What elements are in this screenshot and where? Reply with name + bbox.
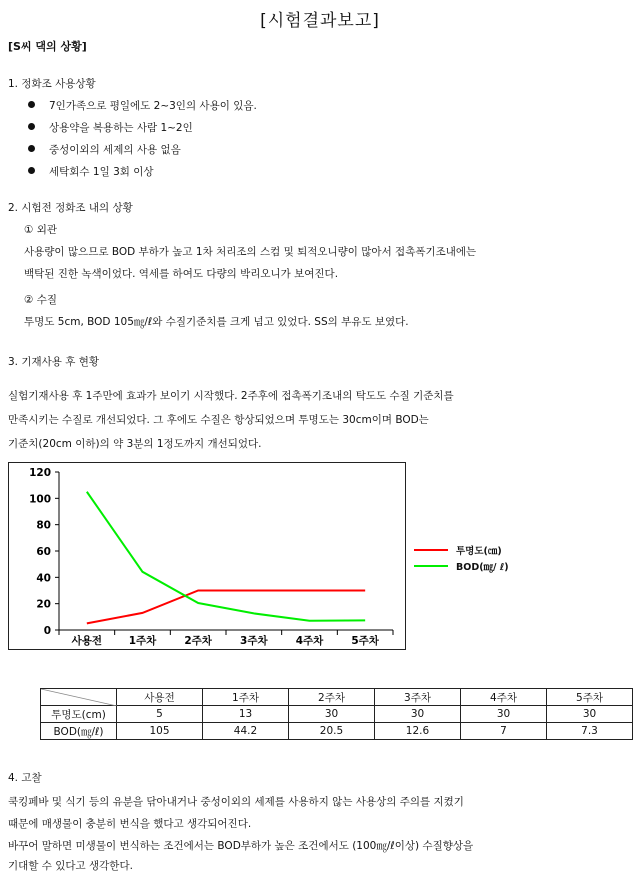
y-tick-label: 80 (36, 519, 51, 532)
bullet-dot-icon (28, 167, 35, 174)
bullet-dot-icon (28, 123, 35, 130)
legend-label: 투명도(㎝) (456, 546, 502, 557)
x-tick-label: 5주차 (351, 635, 379, 647)
bullet-dot-icon (28, 101, 35, 108)
appearance-text-line: 백탁된 진한 녹색이었다. 역세를 하여도 다량의 박리오니가 보여진다. (24, 268, 339, 280)
legend-swatch-icon (414, 565, 448, 567)
legend-item (414, 558, 509, 574)
x-tick-label: 2주차 (184, 635, 212, 647)
table-header-cell: 4주차 (461, 689, 547, 706)
section3-heading: 3. 기재사용 후 현황 (8, 356, 100, 368)
table-header-cell: 사용전 (117, 689, 203, 706)
table-header-cell: 5주차 (547, 689, 633, 706)
bullet-text: 7인가족으로 평일에도 2~3인의 사용이 있음. (49, 100, 257, 112)
section4-text-line: 기대할 수 있다고 생각한다. (8, 860, 133, 872)
legend-swatch-icon (414, 549, 448, 551)
x-tick-label: 1주차 (128, 635, 157, 647)
bullet-text: 세탁회수 1일 3회 이상 (49, 166, 154, 178)
table-cell: 105 (117, 723, 203, 740)
section2-heading: 2. 시험전 정화조 내의 상황 (8, 202, 133, 214)
data-table (40, 688, 633, 740)
y-tick-label: 0 (43, 625, 51, 637)
table-cell: 5 (117, 706, 203, 723)
appearance-label: ① 외관 (24, 224, 58, 236)
section1-heading: 1. 정화조 사용상황 (8, 78, 96, 90)
bullet-item (28, 164, 154, 179)
appearance-text-line: 사용량이 많으므로 BOD 부하가 높고 1차 처리조의 스컴 및 퇴적오니량이 많아서 접촉폭기조내에는 (24, 246, 477, 258)
table-cell: 30 (461, 706, 547, 723)
chart-plot-area (8, 462, 406, 650)
x-tick-label: 3주차 (240, 635, 268, 647)
section4-text-line: 때문에 매생물이 충분히 번식을 했다고 생각되어진다. (8, 818, 252, 830)
subtitle: [S씨 댁의 상황] (8, 40, 87, 53)
series-line-0 (87, 591, 365, 624)
legend-label: BOD(㎎/ ℓ) (456, 562, 509, 573)
section3-text-line: 만족시키는 수질로 개선되었다. 그 후에도 수질은 항상되었으며 투명도는 30cm이며 BOD는 (8, 414, 429, 426)
table-cell: 44.2 (203, 723, 289, 740)
y-tick-label: 20 (36, 598, 51, 611)
table-cell: 30 (289, 706, 375, 723)
y-tick-label: 40 (36, 572, 51, 585)
bullet-item (28, 120, 193, 135)
section3-text-line: 기준치(20cm 이하)의 약 3분의 1정도까지 개선되었다. (8, 438, 262, 450)
x-tick-label: 사용전 (71, 635, 103, 647)
section4-heading: 4. 고찰 (8, 772, 42, 784)
page-title: [시험결과보고] (260, 11, 380, 31)
table-row (41, 723, 633, 740)
water-quality-label: ② 수질 (24, 294, 58, 306)
table-cell: 7 (461, 723, 547, 740)
table-cell: 12.6 (375, 723, 461, 740)
table-corner-cell (41, 689, 117, 706)
bullet-text: 상용약을 복용하는 사람 1~2인 (49, 122, 193, 134)
bullet-item (28, 142, 181, 157)
table-header-cell: 2주차 (289, 689, 375, 706)
table-row-label: BOD(㎎/ℓ) (41, 723, 117, 740)
diagonal-line-icon (41, 689, 117, 706)
table-cell: 30 (375, 706, 461, 723)
table-header-row (41, 689, 633, 706)
bullet-dot-icon (28, 145, 35, 152)
section4-text-line: 바꾸어 말하면 미생물이 번식하는 조건에서는 BOD부하가 높은 조건에서도 (100㎎/ℓ이상) 수질향상을 (8, 840, 474, 852)
chart-legend (414, 542, 509, 574)
table-cell: 30 (547, 706, 633, 723)
x-tick-label: 4주차 (295, 635, 324, 647)
table-row-label: 투명도(cm) (41, 706, 117, 723)
table-row (41, 706, 633, 723)
bullet-item (28, 98, 257, 113)
table-cell: 13 (203, 706, 289, 723)
y-tick-label: 120 (29, 467, 51, 479)
table-header-cell: 3주차 (375, 689, 461, 706)
legend-item (414, 542, 509, 558)
table-cell: 7.3 (547, 723, 633, 740)
water-quality-text: 투명도 5cm, BOD 105㎎/ℓ와 수질기준치를 크게 넘고 있었다. SS의 부유도 보였다. (24, 316, 409, 328)
y-tick-label: 60 (36, 546, 51, 558)
section4-text-line: 쿡킹페바 및 식기 등의 유분을 닦아내거나 중성이외의 세제를 사용하지 않는 사용상의 주의를 지켰기 (8, 796, 464, 808)
series-line-1 (87, 492, 365, 621)
table-header-cell: 1주차 (203, 689, 289, 706)
line-chart (9, 463, 405, 649)
y-tick-label: 100 (29, 493, 51, 506)
bullet-text: 중성이외의 세제의 사용 없음 (49, 144, 181, 156)
table-cell: 20.5 (289, 723, 375, 740)
section3-text-line: 실험기재사용 후 1주만에 효과가 보이기 시작했다. 2주후에 접촉폭기조내의 탁도도 수질 기준치를 (8, 390, 454, 402)
